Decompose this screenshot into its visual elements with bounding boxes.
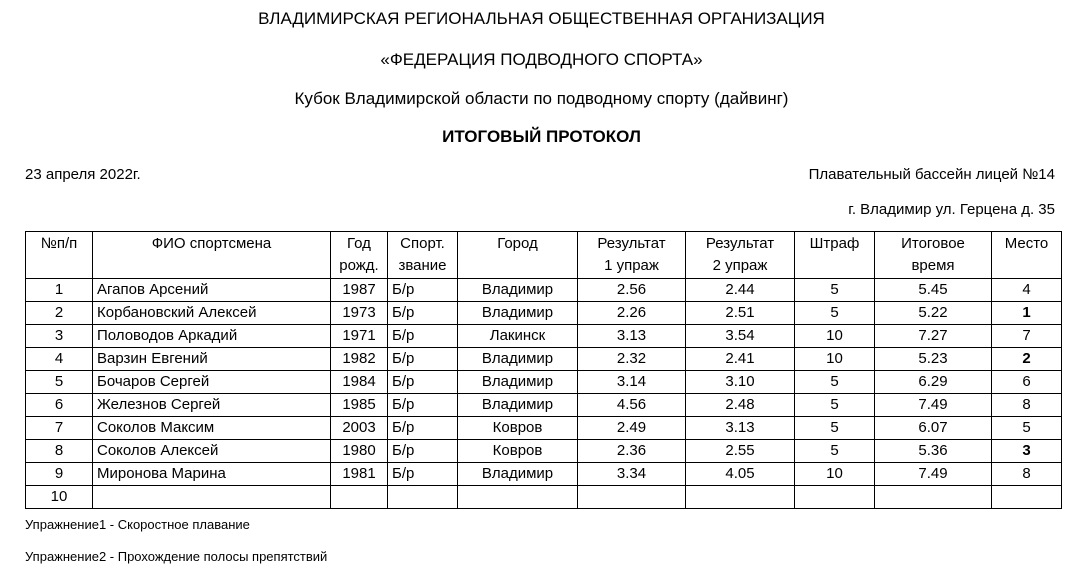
cell-result1: 2.36 xyxy=(578,440,686,463)
cell-city: Владимир xyxy=(458,302,578,325)
cell-total-time: 7.27 xyxy=(875,325,992,348)
footnote-exercise1: Упражнение1 - Скоростное плавание xyxy=(25,517,250,532)
cell-birth-year: 1984 xyxy=(331,371,388,394)
cell-penalty: 10 xyxy=(795,325,875,348)
cell-total-time: 5.36 xyxy=(875,440,992,463)
org-title-line1: ВЛАДИМИРСКАЯ РЕГИОНАЛЬНАЯ ОБЩЕСТВЕННАЯ ОРГАНИЗАЦИЯ xyxy=(258,9,825,28)
cell-name: Корбановский Алексей xyxy=(93,302,331,325)
cell-result2: 2.51 xyxy=(686,302,795,325)
cell-total-time: 7.49 xyxy=(875,463,992,486)
cell-number: 7 xyxy=(26,417,93,440)
cell-city: Владимир xyxy=(458,371,578,394)
cell-total-time: 5.23 xyxy=(875,348,992,371)
col-header-total-time: Итоговое время xyxy=(875,232,992,279)
cell-name: Соколов Максим xyxy=(93,417,331,440)
venue-address: г. Владимир ул. Герцена д. 35 xyxy=(848,201,1055,218)
cell-city xyxy=(458,486,578,509)
cell-total-time: 6.29 xyxy=(875,371,992,394)
col-header-place: Место xyxy=(992,232,1062,279)
cell-rank: Б/р xyxy=(388,302,458,325)
cell-penalty: 5 xyxy=(795,279,875,302)
col-header-penalty: Штраф xyxy=(795,232,875,279)
col-header-birth-year: Год рожд. xyxy=(331,232,388,279)
cell-number: 9 xyxy=(26,463,93,486)
cell-total-time: 5.45 xyxy=(875,279,992,302)
cell-birth-year: 1985 xyxy=(331,394,388,417)
cell-name: Соколов Алексей xyxy=(93,440,331,463)
table-row xyxy=(26,279,1062,302)
cell-place: 6 xyxy=(992,371,1062,394)
cell-result2 xyxy=(686,486,795,509)
cell-result2: 2.41 xyxy=(686,348,795,371)
col-header-result2: Результат 2 упраж xyxy=(686,232,795,279)
cell-place: 4 xyxy=(992,279,1062,302)
cell-place xyxy=(992,486,1062,509)
cell-rank: Б/р xyxy=(388,417,458,440)
cell-place: 7 xyxy=(992,325,1062,348)
cell-name: Половодов Аркадий xyxy=(93,325,331,348)
org-title-line2: «ФЕДЕРАЦИЯ ПОДВОДНОГО СПОРТА» xyxy=(380,50,703,69)
cell-result1: 2.56 xyxy=(578,279,686,302)
cell-birth-year: 1971 xyxy=(331,325,388,348)
cell-city: Владимир xyxy=(458,394,578,417)
col-header-name: ФИО спортсмена xyxy=(93,232,331,279)
cell-birth-year: 1987 xyxy=(331,279,388,302)
table-row xyxy=(26,302,1062,325)
cell-total-time xyxy=(875,486,992,509)
col-header-rank: Спорт. звание xyxy=(388,232,458,279)
results-table xyxy=(25,231,1062,509)
cell-penalty: 5 xyxy=(795,394,875,417)
cell-birth-year: 1980 xyxy=(331,440,388,463)
cell-place: 3 xyxy=(992,440,1062,463)
cell-number: 8 xyxy=(26,440,93,463)
cell-result1: 3.34 xyxy=(578,463,686,486)
cell-name: Миронова Марина xyxy=(93,463,331,486)
cell-name: Варзин Евгений xyxy=(93,348,331,371)
cell-total-time: 5.22 xyxy=(875,302,992,325)
cell-place: 2 xyxy=(992,348,1062,371)
cell-result2: 2.44 xyxy=(686,279,795,302)
venue-name: Плавательный бассейн лицей №14 xyxy=(808,166,1055,183)
cell-number: 5 xyxy=(26,371,93,394)
table-row xyxy=(26,486,1062,509)
cell-result2: 3.13 xyxy=(686,417,795,440)
cell-birth-year: 1973 xyxy=(331,302,388,325)
cell-number: 3 xyxy=(26,325,93,348)
cell-rank: Б/р xyxy=(388,371,458,394)
cell-result1: 3.14 xyxy=(578,371,686,394)
col-header-city: Город xyxy=(458,232,578,279)
cell-name: Бочаров Сергей xyxy=(93,371,331,394)
cell-rank: Б/р xyxy=(388,463,458,486)
event-title: Кубок Владимирской области по подводному спорту (дайвинг) xyxy=(294,89,789,108)
cell-result1: 2.26 xyxy=(578,302,686,325)
cell-name: Агапов Арсений xyxy=(93,279,331,302)
document-title: ИТОГОВЫЙ ПРОТОКОЛ xyxy=(442,127,641,146)
cell-number: 1 xyxy=(26,279,93,302)
table-row xyxy=(26,348,1062,371)
cell-number: 2 xyxy=(26,302,93,325)
cell-result2: 3.54 xyxy=(686,325,795,348)
cell-place: 5 xyxy=(992,417,1062,440)
table-header-row xyxy=(26,232,1062,279)
cell-birth-year: 1982 xyxy=(331,348,388,371)
cell-rank: Б/р xyxy=(388,394,458,417)
cell-total-time: 6.07 xyxy=(875,417,992,440)
cell-result2: 3.10 xyxy=(686,371,795,394)
table-row xyxy=(26,371,1062,394)
cell-city: Владимир xyxy=(458,463,578,486)
cell-birth-year: 1981 xyxy=(331,463,388,486)
cell-birth-year: 2003 xyxy=(331,417,388,440)
cell-penalty: 5 xyxy=(795,440,875,463)
cell-penalty: 10 xyxy=(795,463,875,486)
cell-result1: 2.32 xyxy=(578,348,686,371)
col-header-number: №п/п xyxy=(26,232,93,279)
cell-place: 8 xyxy=(992,394,1062,417)
cell-rank xyxy=(388,486,458,509)
cell-city: Владимир xyxy=(458,279,578,302)
cell-result2: 2.48 xyxy=(686,394,795,417)
table-row xyxy=(26,325,1062,348)
cell-city: Ковров xyxy=(458,440,578,463)
table-row xyxy=(26,440,1062,463)
cell-result2: 4.05 xyxy=(686,463,795,486)
cell-place: 8 xyxy=(992,463,1062,486)
cell-number: 4 xyxy=(26,348,93,371)
cell-penalty: 10 xyxy=(795,348,875,371)
cell-result1: 3.13 xyxy=(578,325,686,348)
cell-result1 xyxy=(578,486,686,509)
table-row xyxy=(26,417,1062,440)
cell-rank: Б/р xyxy=(388,440,458,463)
cell-penalty: 5 xyxy=(795,302,875,325)
footnote-exercise2: Упражнение2 - Прохождение полосы препятствий xyxy=(25,549,328,564)
cell-number: 10 xyxy=(26,486,93,509)
cell-penalty xyxy=(795,486,875,509)
cell-penalty: 5 xyxy=(795,417,875,440)
cell-place: 1 xyxy=(992,302,1062,325)
cell-birth-year xyxy=(331,486,388,509)
cell-result2: 2.55 xyxy=(686,440,795,463)
cell-city: Владимир xyxy=(458,348,578,371)
cell-city: Ковров xyxy=(458,417,578,440)
cell-city: Лакинск xyxy=(458,325,578,348)
cell-rank: Б/р xyxy=(388,348,458,371)
cell-result1: 2.49 xyxy=(578,417,686,440)
cell-rank: Б/р xyxy=(388,279,458,302)
cell-name xyxy=(93,486,331,509)
cell-total-time: 7.49 xyxy=(875,394,992,417)
cell-result1: 4.56 xyxy=(578,394,686,417)
table-row xyxy=(26,394,1062,417)
col-header-result1: Результат 1 упраж xyxy=(578,232,686,279)
cell-penalty: 5 xyxy=(795,371,875,394)
table-row xyxy=(26,463,1062,486)
cell-rank: Б/р xyxy=(388,325,458,348)
cell-name: Железнов Сергей xyxy=(93,394,331,417)
cell-number: 6 xyxy=(26,394,93,417)
event-date: 23 апреля 2022г. xyxy=(25,166,141,183)
